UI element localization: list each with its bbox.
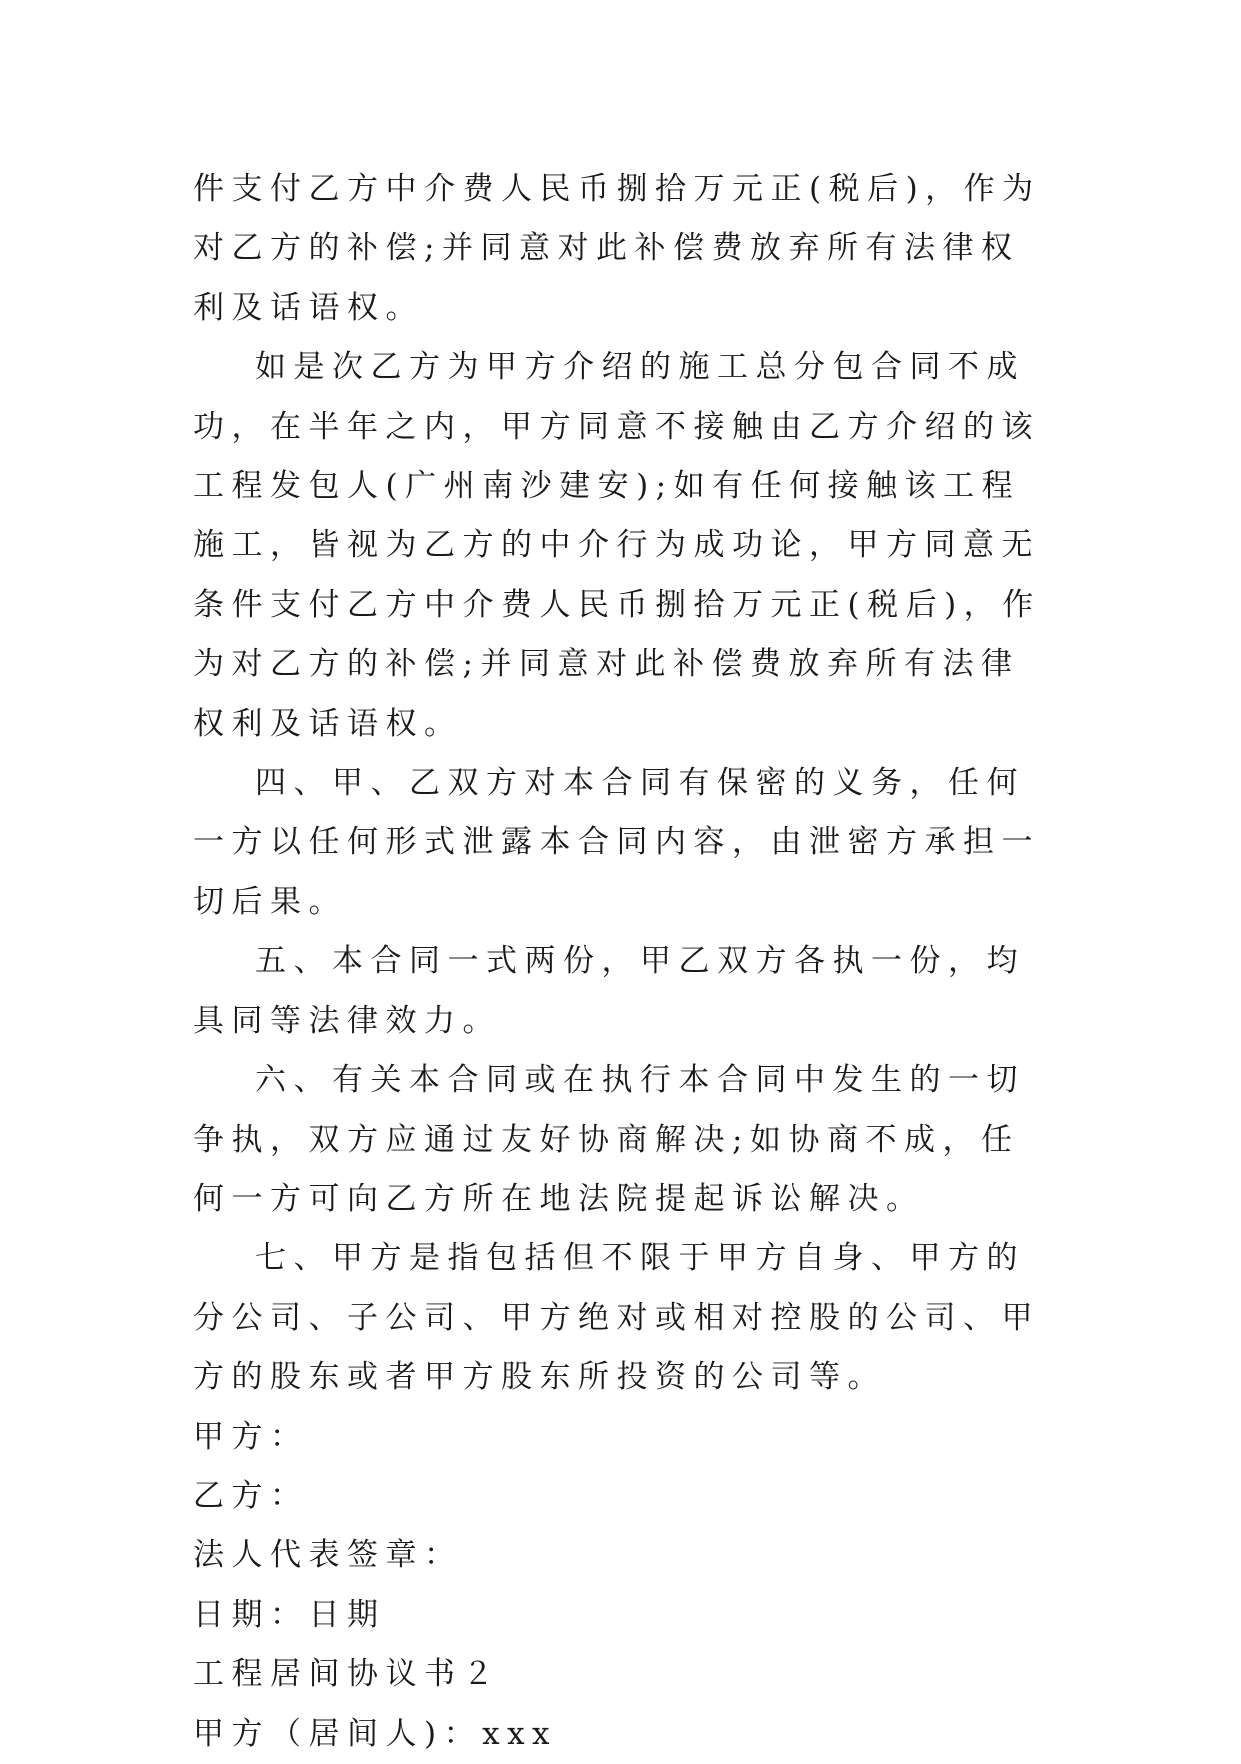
paragraph-unsuccessful-introduction: 如是次乙方为甲方介绍的施工总分包合同不成功，在半年之内，甲方同意不接触由乙方介绍的该工程发包人(广州南沙建安);如有任何接触该工程施工，皆视为乙方的中介行为成功论，甲方同意无条件支付乙方中介费人民币捌拾万元正(税后)，作为对乙方的补偿;并同意对此补偿费放弃所有法律权利及话语权。	[193, 349, 1041, 742]
signature-party-b: 乙方：	[193, 1477, 309, 1514]
clause-6-disputes: 六、有关本合同或在执行本合同中发生的一切争执，双方应通过友好协商解决;如协商不成，任何一方可向乙方所在地法院提起诉讼解决。	[193, 1062, 1025, 1217]
signature-date: 日期：日期	[193, 1596, 386, 1633]
paragraph-continuation: 件支付乙方中介费人民币捌拾万元正(税后)，作为对乙方的补偿;并同意对此补偿费放弃所有法律权利及话语权。	[193, 171, 1041, 326]
clause-5-copies: 五、本合同一式两份，甲乙双方各执一份，均具同等法律效力。	[193, 943, 1025, 1039]
next-party-a-line: 甲方（居间人)：xxx	[193, 1715, 558, 1752]
signature-party-a: 甲方：	[193, 1418, 309, 1455]
signature-legal-representative: 法人代表签章：	[193, 1537, 463, 1574]
document-body	[193, 160, 1053, 1764]
next-document-title: 工程居间协议书２	[193, 1656, 501, 1693]
clause-4-confidentiality: 四、甲、乙双方对本合同有保密的义务，任何一方以任何形式泄露本合同内容，由泄密方承担一切后果。	[193, 765, 1040, 920]
clause-7-party-a-definition: 七、甲方是指包括但不限于甲方自身、甲方的分公司、子公司、甲方绝对或相对控股的公司、甲方的股东或者甲方股东所投资的公司等。	[193, 1240, 1040, 1396]
